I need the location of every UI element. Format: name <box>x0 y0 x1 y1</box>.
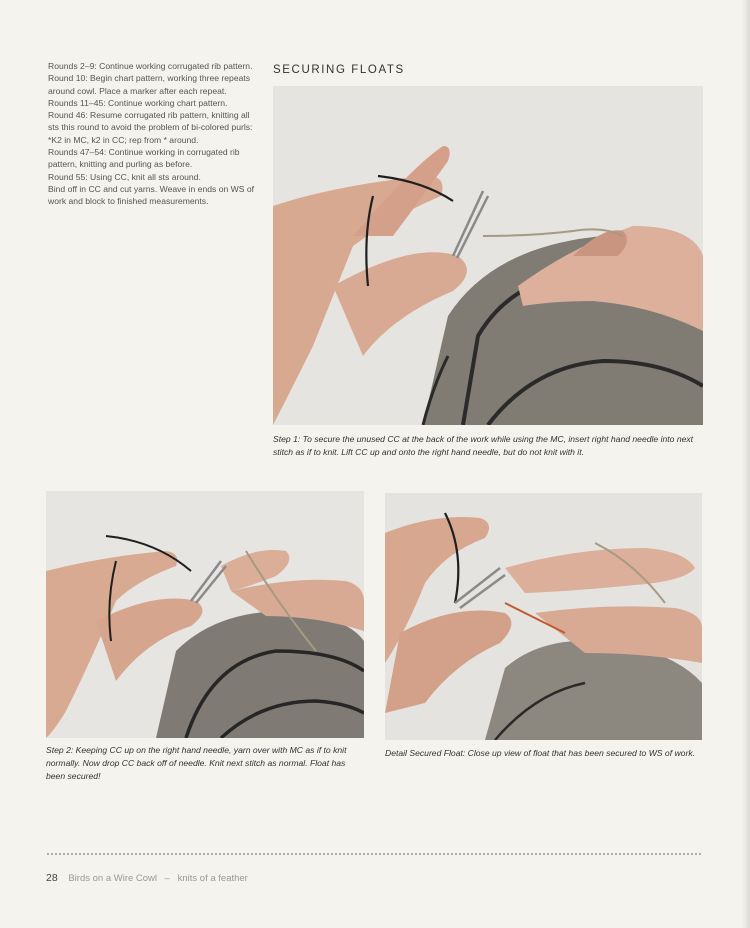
pattern-note: Rounds 2–9: Continue working corrugated rib pattern. <box>48 61 253 71</box>
page-footer <box>46 872 248 884</box>
detail-caption: Detail Secured Float: Close up view of float that has been secured to WS of work. <box>385 748 696 758</box>
pattern-note: Round 46: Resume corrugated rib pattern, knitting all sts this round to avoid the problem of bi-colored purls: *K2 in MC, k2 in CC; rep from * around. <box>48 110 253 145</box>
pattern-note: Rounds 47–54: Continue working in corrugated rib pattern, knitting and purling as before. <box>48 147 240 170</box>
step1-photo <box>273 86 703 425</box>
pattern-instructions <box>48 60 258 208</box>
pattern-note: Bind off in CC and cut yarns. Weave in ends on WS of work and block to finished measurements. <box>48 183 255 207</box>
pattern-name: Birds on a Wire Cowl <box>68 873 158 884</box>
book-title: knits of a feather <box>177 873 248 884</box>
footer-divider <box>46 853 702 855</box>
step1-caption: Step 1: To secure the unused CC at the back of the work while using the MC, insert right hand needle into next stitch as if to knit. Lift CC up and onto the right hand needle, but do not knit with it. <box>273 434 694 457</box>
step2-photo <box>46 491 364 738</box>
page-edge <box>742 0 750 928</box>
detail-photo <box>385 493 702 740</box>
pattern-note: Round 55: Using CC, knit all sts around. <box>48 171 201 182</box>
page-number: 28 <box>46 872 58 884</box>
pattern-note: Rounds 11–45: Continue working chart pattern. <box>48 97 228 108</box>
footer-separator: – <box>164 873 170 884</box>
pattern-note: Round 10: Begin chart pattern, working three repeats around cowl. Place a marker after each repeat. <box>48 73 251 96</box>
section-title: SECURING FLOATS <box>273 64 405 76</box>
step2-caption: Step 2: Keeping CC up on the right hand needle, yarn over with MC as if to knit normally. Now drop CC back off of needle. Knit next stitch as normal. Float has been secured! <box>46 745 347 781</box>
